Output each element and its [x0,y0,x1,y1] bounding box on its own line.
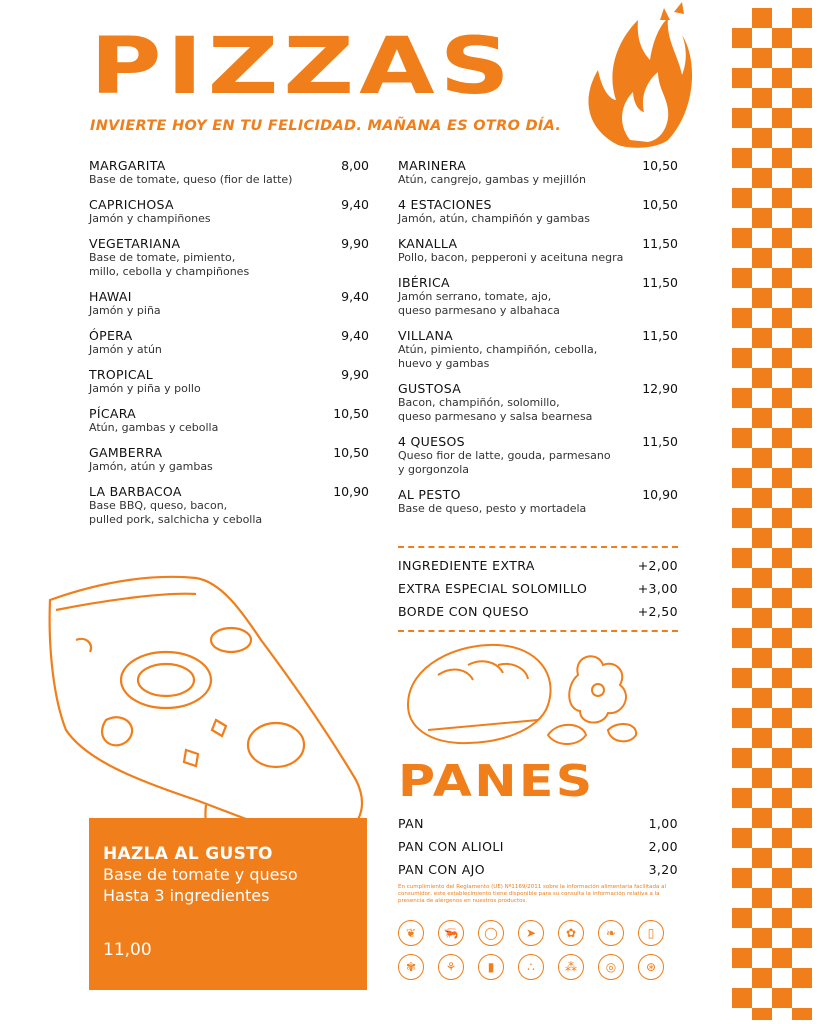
item-name: GAMBERRA [89,445,163,460]
item-description: Queso fior de latte, gouda, parmesano y gorgonzola [398,449,611,476]
peanuts-icon: ✿ [558,920,584,946]
menu-item [398,487,678,516]
sesame-icon: ∴ [518,954,544,980]
menu-item [398,158,678,187]
extra-item [398,604,678,619]
checkerboard-border [732,8,812,1020]
promo-line-1: Base de tomate y queso [103,865,298,884]
item-price: 10,90 [642,487,678,502]
promo-line-2: Hasta 3 ingredientes [103,886,270,905]
pan-name: PAN CON AJO [398,862,485,877]
item-name: 4 ESTACIONES [398,197,492,212]
item-price: 9,90 [341,367,369,382]
item-description: Jamón, atún y gambas [89,460,213,473]
item-description: Bacon, champiñón, solomillo, queso parmesano y salsa bearnesa [398,396,593,423]
item-price: 10,90 [333,484,369,499]
item-price: 11,50 [642,236,678,251]
extras-list [398,546,678,632]
item-name: GUSTOSA [398,381,462,396]
pan-price: 1,00 [648,816,678,831]
item-description: Base BBQ, queso, bacon, pulled pork, salchicha y cebolla [89,499,263,526]
flame-icon [578,0,698,150]
menu-item [398,236,678,265]
item-price: 12,90 [642,381,678,396]
extra-item [398,581,678,596]
menu-item [398,275,678,318]
item-name: HAWAI [89,289,132,304]
item-name: 4 QUESOS [398,434,465,449]
menu-item [89,328,369,357]
item-description: Jamón serrano, tomate, ajo, queso parmesano y albahaca [398,290,560,317]
item-name: TROPICAL [89,367,154,382]
extra-price: +3,00 [637,581,678,596]
menu-item [89,197,369,226]
pan-item [398,839,678,854]
item-price: 10,50 [333,445,369,460]
pan-item [398,862,678,877]
item-price: 9,40 [341,289,369,304]
item-price: 11,50 [642,328,678,343]
menu-item [89,445,369,474]
item-name: ÓPERA [89,328,133,343]
item-description: Base de tomate, queso (fior de latte) [89,173,293,186]
item-price: 9,90 [341,236,369,251]
item-price: 10,50 [642,197,678,212]
item-description: Jamón y piña [89,304,161,317]
menu-item [398,328,678,371]
extra-item [398,558,678,573]
item-description: Base de tomate, pimiento, millo, cebolla y champiñones [89,251,250,278]
panes-title: PANES [398,756,595,807]
lupin-icon: ⊛ [638,954,664,980]
menu-item [89,289,369,318]
allergen-legal-note: En cumplimiento del Reglamento (UE) Nº1169/2011 sobre la información alimentaria facilitada al consumidor, este establecimiento tiene disponible para su consulta la información relativa a la presencia de alérgenos en nuestros productos. [398,884,667,904]
item-description: Atún, pimiento, champiñón, cebolla, huevo y gambas [398,343,598,370]
promo-box [89,818,367,990]
menu-item [89,236,369,279]
bread-garlic-illustration [398,635,648,755]
allergen-icons [398,920,678,980]
item-description: Jamón y champiñones [89,212,211,225]
item-description: Jamón y piña y pollo [89,382,201,395]
menu-item [89,367,369,396]
pan-price: 3,20 [648,862,678,877]
item-price: 11,50 [642,434,678,449]
pan-name: PAN CON ALIOLI [398,839,504,854]
menu-item [398,381,678,424]
item-description: Atún, gambas y cebolla [89,421,219,434]
fish-icon: ➤ [518,920,544,946]
item-name: VEGETARIANA [89,236,181,251]
menu-item [89,484,369,527]
item-price: 9,40 [341,197,369,212]
extra-price: +2,00 [637,558,678,573]
item-price: 8,00 [341,158,369,173]
milk-icon: ▯ [638,920,664,946]
pan-price: 2,00 [648,839,678,854]
item-name: MARGARITA [89,158,166,173]
nuts-icon: ✾ [398,954,424,980]
menu-item [89,158,369,187]
item-description: Atún, cangrejo, gambas y mejillón [398,173,586,186]
item-description: Jamón, atún, champiñón y gambas [398,212,590,225]
item-name: VILLANA [398,328,454,343]
item-description: Base de queso, pesto y mortadela [398,502,587,515]
item-price: 9,40 [341,328,369,343]
menu-item [89,406,369,435]
gluten-icon: ❦ [398,920,424,946]
egg-icon: ◯ [478,920,504,946]
extra-name: BORDE CON QUESO [398,604,529,619]
celery-icon: ⚘ [438,954,464,980]
item-name: IBÉRICA [398,275,450,290]
extra-name: INGREDIENTE EXTRA [398,558,535,573]
item-name: AL PESTO [398,487,461,502]
pizza-list-left [89,158,369,537]
panes-list [398,816,678,885]
extra-price: +2,50 [637,604,678,619]
menu-item [398,197,678,226]
promo-price: 11,00 [103,940,152,960]
extra-name: EXTRA ESPECIAL SOLOMILLO [398,581,588,596]
item-description: Jamón y atún [89,343,162,356]
menu-item [398,434,678,477]
pan-item [398,816,678,831]
slogan: INVIERTE HOY EN TU FELICIDAD. MAÑANA ES OTRO DÍA. [90,118,562,134]
item-price: 10,50 [642,158,678,173]
sulphites-icon: ⁂ [558,954,584,980]
promo-title: HAZLA AL GUSTO [103,844,273,864]
item-description: Pollo, bacon, pepperoni y aceituna negra [398,251,624,264]
mollusks-icon: ◎ [598,954,624,980]
pan-name: PAN [398,816,424,831]
item-name: CAPRICHOSA [89,197,174,212]
page-title: PIZZAS [90,22,515,112]
item-name: PÍCARA [89,406,137,421]
item-price: 11,50 [642,275,678,290]
mustard-icon: ▮ [478,954,504,980]
item-name: LA BARBACOA [89,484,182,499]
soy-icon: ❧ [598,920,624,946]
pizza-list-right [398,158,678,526]
item-price: 10,50 [333,406,369,421]
crustaceans-icon: 🦐 [438,920,464,946]
item-name: KANALLA [398,236,458,251]
item-name: MARINERA [398,158,467,173]
